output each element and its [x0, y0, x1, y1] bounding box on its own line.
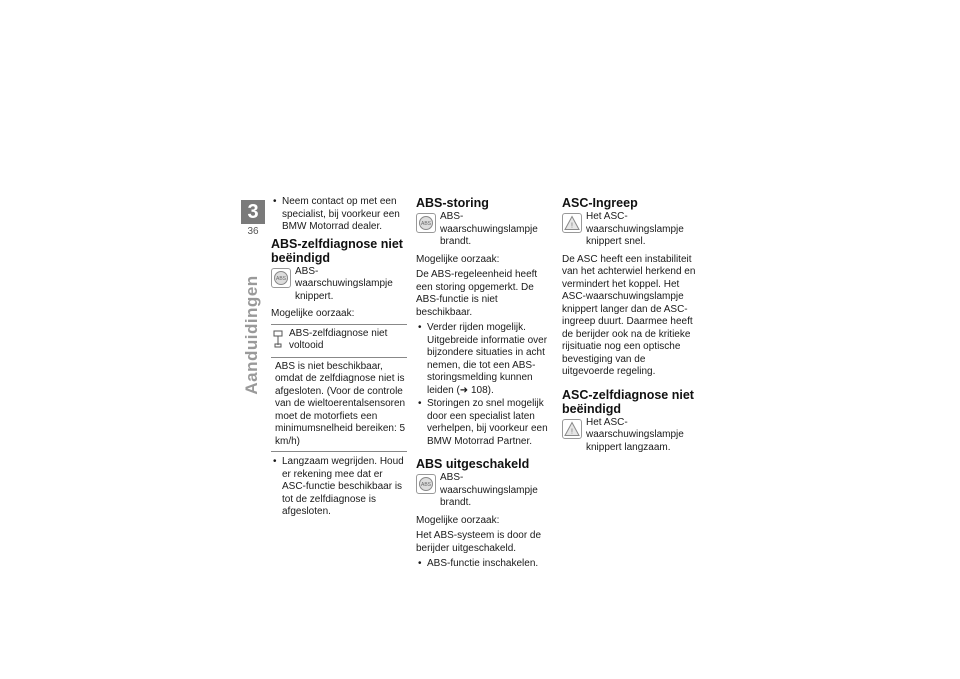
lamp-row — [416, 472, 552, 510]
chapter-title: Aanduidingen — [242, 275, 261, 395]
table-head-text: ABS-zelfdiagnose niet voltooid — [289, 327, 388, 351]
body-text: De ASC heeft een instabiliteit van het achterwiel herkend en vermindert het koppel. Het ASC-waarschuwingslampje knippert langer dan de ASC-ingreep duurt. Daarmee heeft de berijder ook na de kritieke rijsituatie nog een optische bevestiging van de uitgevoerde regeling. — [562, 253, 696, 377]
cause-text: Het ABS-systeem is door de berijder uitgeschakeld. — [416, 530, 542, 554]
action-list — [271, 456, 407, 519]
table-header — [271, 325, 407, 358]
cause-label: Mogelijke oorzaak: — [416, 514, 500, 526]
lamp-text: Het ASC-waarschuwingslampje knippert snel. — [586, 211, 684, 247]
lamp-text: ABS-waarschuwingslampje brandt. — [440, 472, 538, 508]
cause-label: Mogelijke oorzaak: — [271, 308, 355, 319]
section-heading: ABS uitgeschakeld — [416, 457, 530, 471]
lamp-row — [416, 211, 552, 249]
section-heading: ABS-zelfdiagnose niet beëindigd — [271, 236, 403, 265]
abs-warning-icon — [416, 213, 436, 233]
cause-text: De ABS-regeleenheid heeft een storing opgemerkt. De ABS-functie is niet beschikbaar. — [416, 269, 538, 318]
list-item: • Storingen zo snel mogelijk door een specialist laten verhelpen, bij voorkeur een BMW Motorrad Partner. — [416, 398, 552, 448]
section-heading: ABS-storing — [416, 196, 489, 210]
abs-warning-icon — [416, 474, 436, 494]
table-body: ABS is niet beschikbaar, omdat de zelfdiagnose niet is afgesloten. (Voor de controle van de wieltoerentalsensoren moet de motorfiets een minimumsnelheid bereiken: 5 km/h) — [275, 360, 406, 447]
column-1 — [271, 196, 407, 522]
chapter-number: 3 — [241, 200, 265, 224]
info-table — [271, 324, 407, 453]
svg-text:ABS: ABS — [420, 482, 432, 488]
cause-label: Mogelijke oorzaak: — [416, 253, 500, 265]
section-heading: ASC-zelfdiagnose niet beëindigd — [562, 387, 694, 416]
svg-text:!: ! — [571, 428, 573, 435]
list-item: • Langzaam wegrijden. Houd er rekening mee dat er ASC-functie beschikbaar is tot de zelfdiagnose is afgesloten. — [271, 456, 407, 519]
lamp-text: Het ASC-waarschuwingslampje knippert langzaam. — [586, 416, 684, 453]
page-number: 36 — [247, 226, 259, 237]
asc-warning-icon — [562, 213, 582, 233]
lamp-row — [271, 266, 407, 304]
intro-list — [271, 196, 407, 234]
asc-warning-icon — [562, 419, 582, 439]
lamp-row — [562, 417, 698, 455]
abs-warning-icon — [271, 268, 291, 288]
column-2 — [416, 196, 552, 574]
svg-text:ABS: ABS — [275, 275, 287, 282]
diagnosis-icon — [271, 330, 285, 348]
lamp-text: ABS-waarschuwingslampje brandt. — [440, 211, 538, 247]
section-heading: ASC-Ingreep — [562, 196, 638, 210]
lamp-row — [562, 211, 698, 249]
list-item: • Neem contact op met een specialist, bij voorkeur een BMW Motorrad dealer. — [271, 196, 407, 234]
lamp-text: ABS-waarschuwingslampje knippert. — [295, 265, 393, 302]
list-item: • Verder rijden mogelijk. Uitgebreide informatie over bijzondere situaties in acht nemen, die tot een ABS-storingsmelding kunnen leiden (➜ 108). — [416, 322, 552, 397]
svg-text:ABS: ABS — [420, 221, 432, 227]
list-item: • ABS-functie inschakelen. — [416, 558, 552, 571]
action-list — [416, 558, 552, 571]
column-3 — [562, 196, 698, 459]
svg-text:!: ! — [571, 222, 573, 230]
action-list — [416, 322, 552, 448]
